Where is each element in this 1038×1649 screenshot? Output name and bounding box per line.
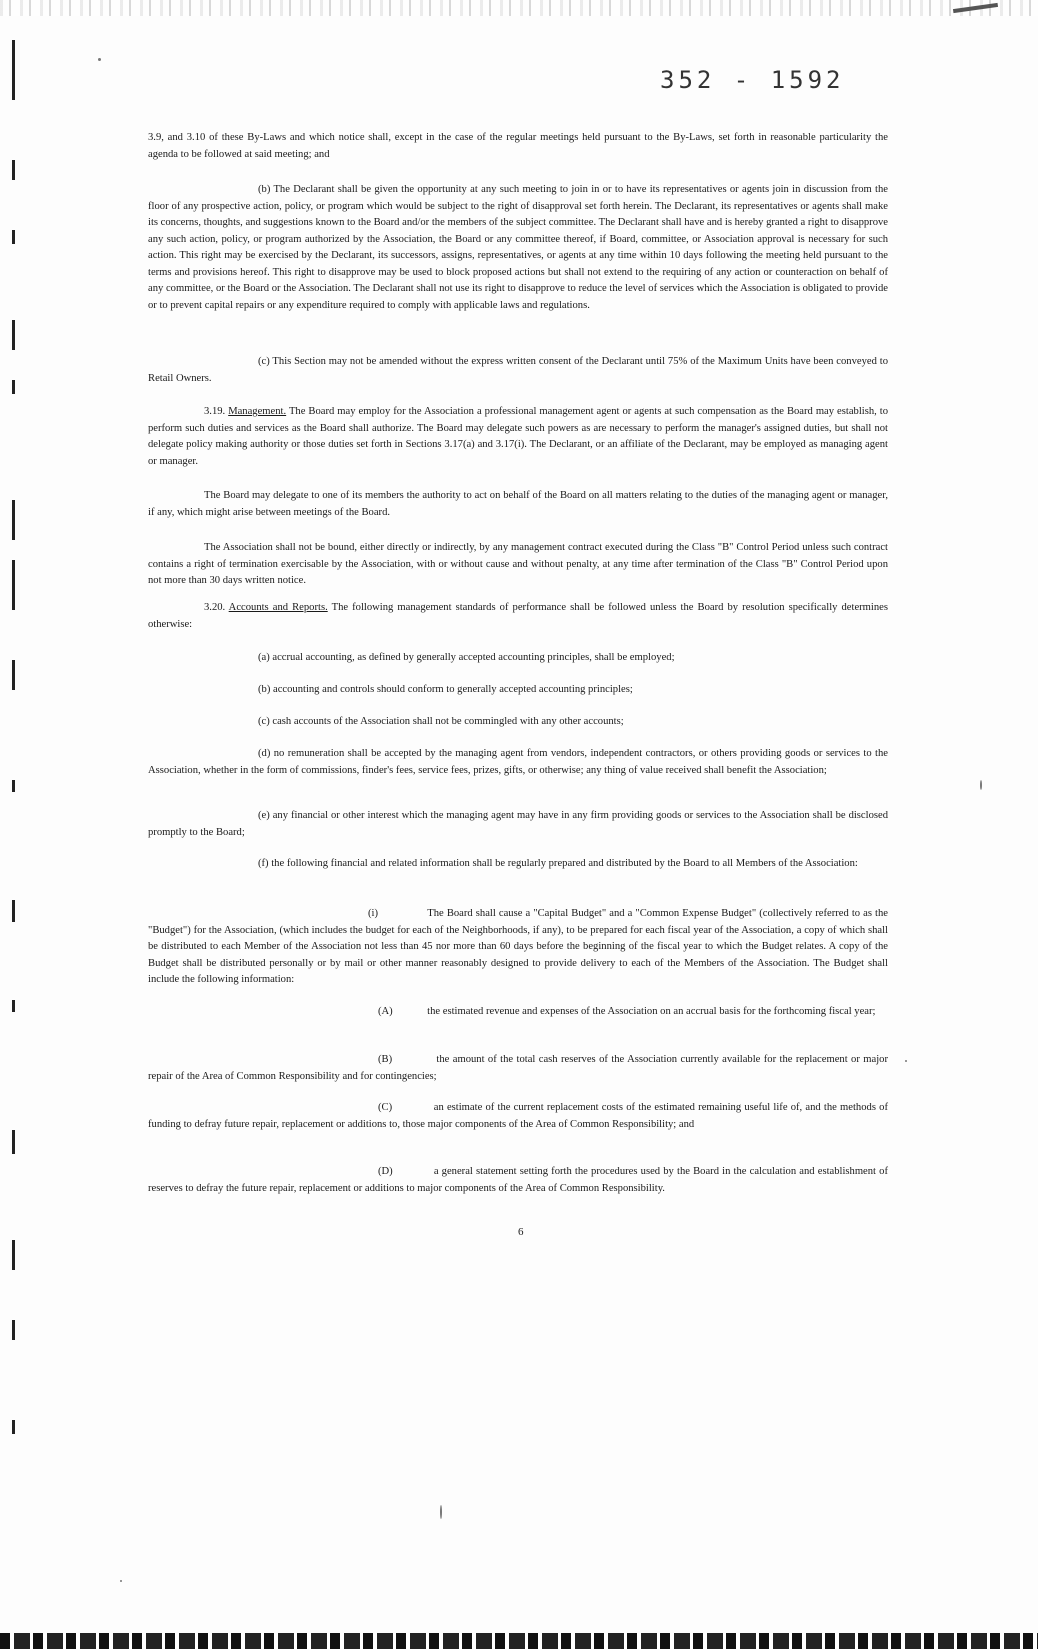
section-number: 3.20. [204,602,226,613]
item-label: (i) [368,908,378,919]
paragraph-b-declarant-rights: (b) The Declarant shall be given the opportunity at any such meeting to join in or to have its representatives or agents join in discussion from the floor of any prospective action, policy, or program which would be subject to the right of disapproval set forth herein. The Declarant, its representatives or agents shall make its concerns, thoughts, and suggestions known to the Board and/or the members of the subject committee. The Declarant shall have and is hereby granted a right to disapprove any such action, policy, or program authorized by the Association, the Board or any committee thereof, if Board, committee, or Association approval is necessary for such action. This right may be exercised by the Declarant, its successors, assigns, representatives, or agents at any time within 10 days following the meeting held pursuant to the terms and provisions hereof. This right to disapprove may be used to block proposed actions but shall not extend to the requiring of any action or counteraction on behalf of any committee, or the Board or the Association. The Declarant shall not use its right to disapprove to reduce the level of services which the Association is obligated to provide or to prevent capital repairs or any expenditure required to comply with applicable laws and regulations. [148,184,888,311]
recording-stamp-number: 352 - 1592 [660,66,845,94]
item-label: (A) [378,1006,393,1017]
list-item-d: (d) no remuneration shall be accepted by the managing agent from vendors, independent contractors, or others providing goods or services to the Association, whether in the form of commissions, finder's fees, service fees, prizes, gifts, or otherwise; any thing of value received shall benefit the Association; [148,748,888,776]
list-item-i [148,906,888,989]
section-body: The following management standards of performance shall be followed unless the Board by resolution specifically determines otherwise: [148,602,888,630]
list-item-f: (f) the following financial and related information shall be regularly prepared and distributed by the Board to all Members of the Association: [258,858,858,869]
list-item-A [148,1004,888,1021]
list-item-B [148,1052,888,1085]
item-body: an estimate of the current replacement costs of the estimated remaining useful life of, and the methods of funding to defray future repair, replacement or additions to, those major components of the Area of Common Responsibility; and [148,1102,888,1130]
scan-noise-bottom [0,1633,1038,1649]
scan-speck [905,1060,907,1062]
section-3-20-accounts [148,600,888,633]
list-item-C [148,1100,888,1133]
list-item-D [148,1164,888,1197]
scan-speck [440,1505,442,1519]
paragraph-management-contract: The Association shall not be bound, either directly or indirectly, by any management contract executed during the Class "B" Control Period unless such contract contains a right of termination exercisable by the Association, with or without cause and without penalty, at any time after termination of the Class "B" Control Period upon not more than 30 days written notice. [148,542,888,586]
scan-left-margin-marks [12,20,18,1580]
list-item-b: (b) accounting and controls should conform to generally accepted accounting principles; [258,684,633,695]
scan-speck [120,1580,122,1582]
item-body: the amount of the total cash reserves of the Association currently available for the replacement or major repair of the Area of Common Responsibility and for contingencies; [148,1054,888,1082]
list-item-e: (e) any financial or other interest which the managing agent may have in any firm providing goods or services to the Association shall be disclosed promptly to the Board; [148,810,888,838]
paragraph-c-amendment: (c) This Section may not be amended without the express written consent of the Declarant until 75% of the Maximum Units have been conveyed to Retail Owners. [148,356,888,384]
section-body: The Board may employ for the Association a professional management agent or agents at such compensation as the Board may establish, to perform such duties and services as the Board shall authorize. The Board may delegate such powers as are necessary to perform the manager's assigned duties, but shall not delegate policy making authority or those duties set forth in Sections 3.17(a) and 3.17(i). The Declarant, or an affiliate of the Declarant, may be employed as managing agent or manager. [148,406,889,467]
page-number: 6 [518,1226,524,1238]
scan-speck [98,58,101,61]
section-3-19-management [148,404,888,470]
item-body: the estimated revenue and expenses of the Association on an accrual basis for the forthcoming fiscal year; [427,1006,876,1017]
section-heading: Accounts and Reports. [228,602,328,613]
item-label: (C) [378,1102,393,1113]
section-number: 3.19. [204,406,226,417]
item-label: (B) [378,1054,393,1065]
item-body: a general statement setting forth the procedures used by the Board in the calculation and establishment of reserves to defray the future repair, replacement or additions to major components of the Area of Common Responsibility. [148,1166,888,1194]
section-heading: Management. [228,406,287,417]
list-item-c: (c) cash accounts of the Association shall not be commingled with any other accounts; [258,716,624,727]
item-label: (D) [378,1166,393,1177]
scan-speck [980,780,982,790]
item-body: The Board shall cause a "Capital Budget" and a "Common Expense Budget" (collectively referred to as the "Budget") for the Association, (which includes the budget for each of the Neighborhoods, if any), to be prepared for each fiscal year of the Association, a copy of which shall be distributed to each Member of the Association not less than 45 nor more than 60 days before the beginning of the fiscal year to which the Budget relates. A copy of the Budget shall be distributed personally or by mail or other manner reasonably designed to provide delivery to each of the Members of the Association. The Budget shall include the following information: [148,908,889,985]
paragraph-continuation: 3.9, and 3.10 of these By-Laws and which notice shall, except in the case of the regular meetings held pursuant to the By-Laws, set forth in reasonable particularity the agenda to be followed at said meeting; and [148,132,888,160]
list-item-a: (a) accrual accounting, as defined by generally accepted accounting principles, shall be employed; [258,652,675,663]
scan-noise-top [0,0,1038,16]
paragraph-board-delegate: The Board may delegate to one of its members the authority to act on behalf of the Board on all matters relating to the duties of the managing agent or manager, if any, which might arise between meetings of the Board. [148,490,888,518]
